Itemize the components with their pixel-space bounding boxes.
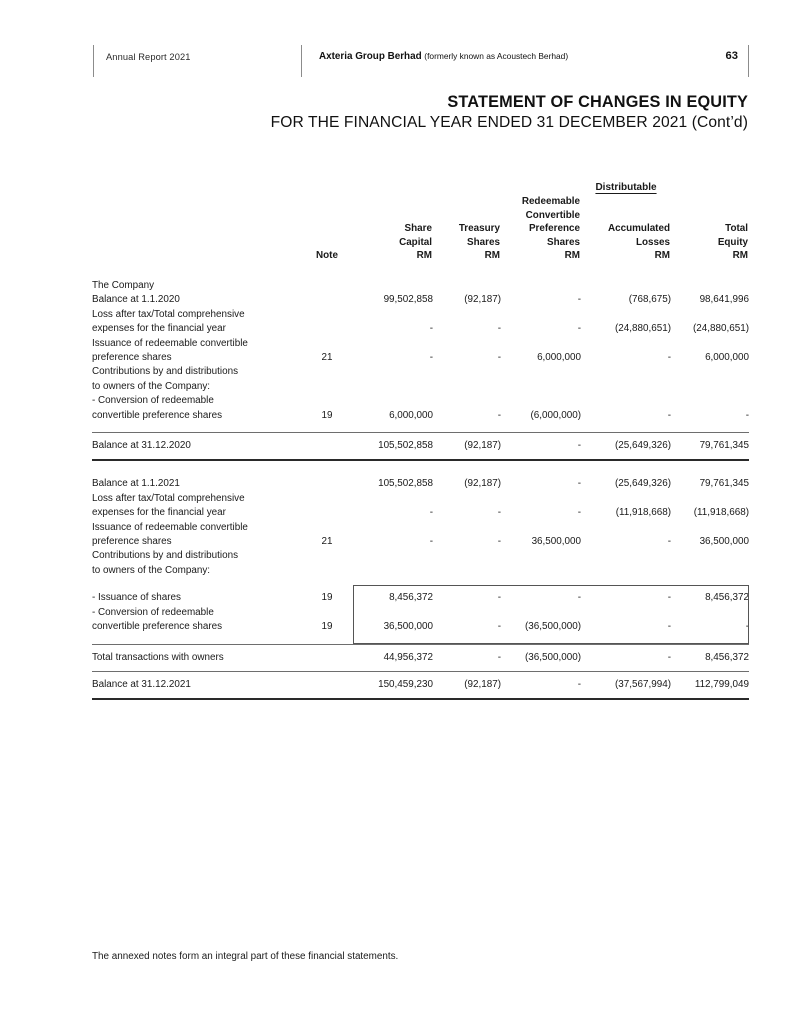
cell-accumulated-losses: - (667, 592, 671, 604)
spacer-cell (501, 178, 581, 195)
cell-total-equity (671, 549, 749, 563)
row-label: Issuance of redeemable convertible (92, 521, 248, 533)
cell-total-equity (671, 394, 749, 408)
cell-accumulated-losses: - (667, 536, 671, 548)
spacer-row (92, 423, 749, 433)
cell-total-equity (671, 564, 749, 578)
section-title: The Company (92, 279, 155, 291)
header-line: Convertible (525, 209, 580, 221)
row-label: Contributions by and distributions (92, 366, 239, 378)
cell-rcps: - (577, 507, 581, 519)
cell-share-capital: 150,459,230 (378, 678, 433, 690)
cell-share-capital (353, 308, 433, 322)
header-line: RM (484, 250, 500, 262)
table-row-highlighted (92, 591, 749, 605)
cell-accumulated-losses (581, 492, 671, 506)
cell-share-capital (353, 380, 433, 394)
cell-total-equity: 8,456,372 (705, 592, 749, 604)
cell-share-capital: 8,456,372 (389, 592, 433, 604)
spacer-cell (92, 692, 749, 699)
cell-share-capital: - (429, 323, 433, 335)
total-transactions-row (92, 651, 749, 665)
company-former-name: (formerly known as Acoustech Berhad) (424, 51, 569, 61)
header-line: Capital (399, 236, 432, 248)
row-note: 21 (321, 536, 333, 548)
cell-rcps (501, 337, 581, 351)
row-note (301, 380, 353, 394)
cell-rcps (501, 394, 581, 408)
cell-accumulated-losses (581, 564, 671, 578)
header-line: RM (416, 250, 432, 262)
empty-cell (671, 279, 749, 293)
empty-cell (501, 279, 581, 293)
row-label: Balance at 1.1.2020 (92, 294, 180, 306)
row-label: - Conversion of redeemable (92, 395, 214, 407)
empty-cell (581, 279, 671, 293)
cell-total-equity: 6,000,000 (705, 352, 749, 363)
cell-share-capital: - (429, 507, 433, 519)
cell-treasury-shares: - (497, 536, 501, 548)
row-note (301, 606, 353, 620)
spacer-cell (433, 178, 501, 195)
cell-rcps: (36,500,000) (524, 651, 581, 663)
table-row (92, 365, 749, 379)
header-line: RM (564, 250, 580, 262)
cell-total-equity: 98,641,996 (699, 294, 749, 306)
spacer-cell (671, 178, 749, 195)
column-header-total-equity (671, 195, 749, 263)
cell-total-equity (671, 492, 749, 506)
rule-cell (92, 699, 749, 700)
cell-rcps (501, 549, 581, 563)
cell-share-capital (353, 564, 433, 578)
spacer-row (92, 692, 749, 699)
row-note (301, 439, 353, 453)
cell-treasury-shares (433, 606, 501, 620)
table-row (92, 380, 749, 394)
cell-treasury-shares (433, 394, 501, 408)
header-line: Preference (528, 223, 580, 235)
cell-share-capital (353, 365, 433, 379)
balance-row-2021 (92, 678, 749, 692)
empty-cell (301, 279, 353, 293)
cell-treasury-shares: (92,187) (464, 294, 501, 306)
running-header-center (319, 51, 568, 62)
cell-share-capital (353, 492, 433, 506)
spacer-cell (92, 453, 749, 460)
cell-share-capital: 105,502,858 (378, 440, 433, 452)
cell-share-capital (353, 521, 433, 535)
empty-cell (433, 279, 501, 293)
cell-accumulated-losses: (24,880,651) (614, 323, 671, 335)
cell-total-equity: 79,761,345 (699, 440, 749, 452)
cell-total-equity (671, 521, 749, 535)
spacer-row (92, 461, 749, 477)
group-header-distributable (581, 178, 671, 195)
cell-treasury-shares (433, 308, 501, 322)
distributable-label: Distributable (595, 181, 657, 193)
cell-accumulated-losses: - (667, 352, 671, 363)
row-note: 19 (321, 592, 333, 604)
row-label: Balance at 1.1.2021 (92, 478, 180, 490)
row-label: Contributions by and distributions (92, 550, 239, 562)
empty-cell (353, 279, 433, 293)
table-row (92, 308, 749, 322)
cell-accumulated-losses: (37,567,994) (614, 678, 671, 690)
rule-below-balance-2021 (92, 699, 749, 700)
header-line: Redeemable (521, 196, 580, 207)
cell-accumulated-losses (581, 549, 671, 563)
cell-rcps: - (577, 323, 581, 335)
cell-rcps: - (577, 592, 581, 604)
header-rule-left (93, 45, 94, 77)
table-row (92, 409, 749, 423)
table-row (92, 337, 749, 351)
row-label: convertible preference shares (92, 621, 223, 633)
cell-total-equity (671, 308, 749, 322)
cell-rcps (501, 606, 581, 620)
cell-treasury-shares: - (497, 651, 501, 663)
cell-total-equity (671, 337, 749, 351)
cell-treasury-shares: (92,187) (464, 440, 501, 452)
row-note (301, 477, 353, 491)
row-label: expenses for the financial year (92, 507, 226, 519)
page-subtitle: FOR THE FINANCIAL YEAR ENDED 31 DECEMBER 2021 (Cont’d) (270, 114, 748, 131)
cell-accumulated-losses: (768,675) (628, 294, 671, 306)
table-row (92, 521, 749, 535)
cell-rcps: - (577, 678, 581, 690)
table-row (92, 322, 749, 336)
row-note (301, 549, 353, 563)
cell-accumulated-losses (581, 394, 671, 408)
column-header-accumulated-losses (581, 195, 671, 263)
column-header-note: Note (316, 249, 338, 261)
cell-share-capital: 105,502,858 (378, 478, 433, 490)
row-label: Balance at 31.12.2021 (92, 678, 191, 690)
spacer-row (92, 578, 749, 591)
cell-accumulated-losses: - (667, 651, 671, 663)
cell-rcps (501, 492, 581, 506)
table-row (92, 549, 749, 563)
cell-rcps (501, 521, 581, 535)
cell-accumulated-losses (581, 380, 671, 394)
balance-row-2020 (92, 439, 749, 453)
cell-total-equity: 8,456,372 (705, 651, 749, 663)
cell-accumulated-losses: - (667, 621, 671, 633)
cell-treasury-shares (433, 380, 501, 394)
cell-treasury-shares (433, 492, 501, 506)
cell-treasury-shares: - (497, 592, 501, 604)
cell-share-capital: 36,500,000 (383, 621, 433, 633)
row-label: - Issuance of shares (92, 592, 181, 604)
table-row (92, 477, 749, 491)
cell-rcps: 36,500,000 (531, 536, 581, 548)
spacer-cell (92, 461, 749, 477)
cell-total-equity: - (745, 409, 749, 421)
spacer-row (92, 635, 749, 645)
cell-treasury-shares (433, 564, 501, 578)
row-label: to owners of the Company: (92, 380, 211, 392)
header-line: Equity (717, 236, 748, 248)
cell-total-equity (671, 365, 749, 379)
cell-total-equity: 112,799,049 (694, 678, 749, 690)
spacer-cell (92, 423, 749, 433)
page-number: 63 (725, 50, 738, 62)
running-header-left: Annual Report 2021 (106, 52, 191, 62)
header-line: Shares (547, 236, 580, 248)
row-note (301, 322, 353, 336)
row-note (301, 293, 353, 307)
cell-rcps (501, 564, 581, 578)
cell-share-capital: 44,956,372 (383, 651, 433, 663)
cell-treasury-shares: - (497, 507, 501, 519)
column-header-rcps (501, 195, 581, 263)
row-label: Total transactions with owners (92, 651, 224, 663)
row-label: expenses for the financial year (92, 323, 226, 335)
table-row (92, 564, 749, 578)
cell-accumulated-losses (581, 606, 671, 620)
cell-treasury-shares: - (497, 409, 501, 421)
row-note (301, 492, 353, 506)
cell-share-capital (353, 606, 433, 620)
cell-share-capital: - (429, 352, 433, 363)
cell-treasury-shares (433, 337, 501, 351)
spacer-cell (92, 263, 749, 279)
cell-treasury-shares: - (497, 621, 501, 633)
row-note (301, 678, 353, 692)
cell-rcps: 6,000,000 (537, 352, 581, 363)
row-label: - Conversion of redeemable (92, 606, 214, 618)
header-blank (92, 195, 301, 263)
row-note (301, 521, 353, 535)
cell-accumulated-losses (581, 337, 671, 351)
footnote: The annexed notes form an integral part of these financial statements. (92, 951, 399, 962)
cell-treasury-shares: - (497, 323, 501, 335)
cell-rcps: (6,000,000) (530, 409, 581, 421)
header-line: Treasury (458, 223, 500, 235)
header-line: RM (654, 250, 670, 262)
cell-share-capital: 99,502,858 (383, 294, 433, 306)
row-label: Loss after tax/Total comprehensive (92, 492, 245, 504)
row-note (301, 651, 353, 665)
column-header-treasury-shares (433, 195, 501, 263)
spacer-cell (92, 635, 749, 645)
cell-accumulated-losses (581, 308, 671, 322)
page-title: STATEMENT OF CHANGES IN EQUITY (447, 93, 748, 111)
cell-share-capital: - (429, 536, 433, 548)
row-note (301, 308, 353, 322)
cell-share-capital: 6,000,000 (389, 409, 433, 421)
header-rule-right (748, 45, 749, 77)
cell-rcps: - (577, 294, 581, 306)
row-label: preference shares (92, 352, 172, 363)
cell-accumulated-losses: (25,649,326) (614, 440, 671, 452)
table-group-header-row (92, 178, 749, 195)
cell-treasury-shares: (92,187) (464, 478, 501, 490)
row-note (301, 337, 353, 351)
row-label: convertible preference shares (92, 409, 223, 421)
cell-total-equity: 79,761,345 (699, 478, 749, 490)
cell-treasury-shares (433, 521, 501, 535)
row-label: preference shares (92, 536, 172, 548)
column-header-share-capital (353, 195, 433, 263)
cell-total-equity: - (745, 621, 749, 633)
spacer-cell (92, 178, 301, 195)
table-row (92, 293, 749, 307)
cell-rcps (501, 308, 581, 322)
cell-rcps: (36,500,000) (524, 621, 581, 633)
spacer-cell (353, 178, 433, 195)
spacer-row (92, 263, 749, 279)
header-line: Losses (635, 236, 670, 248)
spacer-cell (301, 178, 353, 195)
table-row (92, 492, 749, 506)
spacer-row (92, 453, 749, 460)
table-row (92, 535, 749, 549)
header-line: RM (732, 250, 748, 262)
cell-treasury-shares: (92,187) (464, 678, 501, 690)
cell-treasury-shares (433, 549, 501, 563)
section-title-row (92, 279, 749, 293)
spacer-cell (92, 578, 749, 591)
cell-accumulated-losses: (25,649,326) (614, 478, 671, 490)
row-label: to owners of the Company: (92, 564, 211, 576)
row-note (301, 506, 353, 520)
table-row (92, 506, 749, 520)
row-note (301, 394, 353, 408)
cell-total-equity: 36,500,000 (699, 536, 749, 548)
cell-total-equity: (11,918,668) (693, 507, 749, 519)
cell-rcps: - (577, 440, 581, 452)
header-rule-middle (301, 45, 302, 77)
cell-share-capital (353, 549, 433, 563)
cell-accumulated-losses (581, 365, 671, 379)
row-label: Issuance of redeemable convertible (92, 337, 248, 349)
header-line: Accumulated (607, 223, 670, 235)
header-line: Total (725, 223, 748, 235)
equity-statement-table (92, 178, 749, 700)
cell-treasury-shares: - (497, 352, 501, 363)
header-line: Share (404, 223, 432, 235)
table-row-highlighted (92, 606, 749, 620)
row-label: Loss after tax/Total comprehensive (92, 308, 245, 320)
cell-share-capital (353, 337, 433, 351)
table-row (92, 351, 749, 365)
header-line: Shares (467, 236, 500, 248)
cell-share-capital (353, 394, 433, 408)
row-note: 19 (321, 409, 333, 421)
cell-total-equity: (24,880,651) (692, 323, 749, 335)
row-note: 19 (321, 621, 333, 633)
table-row (92, 394, 749, 408)
cell-total-equity (671, 606, 749, 620)
cell-treasury-shares (433, 365, 501, 379)
table-row-highlighted (92, 620, 749, 634)
row-label: Balance at 31.12.2020 (92, 440, 191, 452)
table-column-header-row (92, 195, 749, 263)
cell-rcps: - (577, 478, 581, 490)
row-note (301, 564, 353, 578)
cell-total-equity (671, 380, 749, 394)
company-name: Axteria Group Berhad (319, 51, 422, 62)
cell-accumulated-losses: (11,918,668) (615, 507, 671, 519)
cell-accumulated-losses (581, 521, 671, 535)
row-note: 21 (321, 352, 333, 363)
cell-rcps (501, 365, 581, 379)
cell-rcps (501, 380, 581, 394)
row-note (301, 365, 353, 379)
cell-accumulated-losses: - (667, 409, 671, 421)
